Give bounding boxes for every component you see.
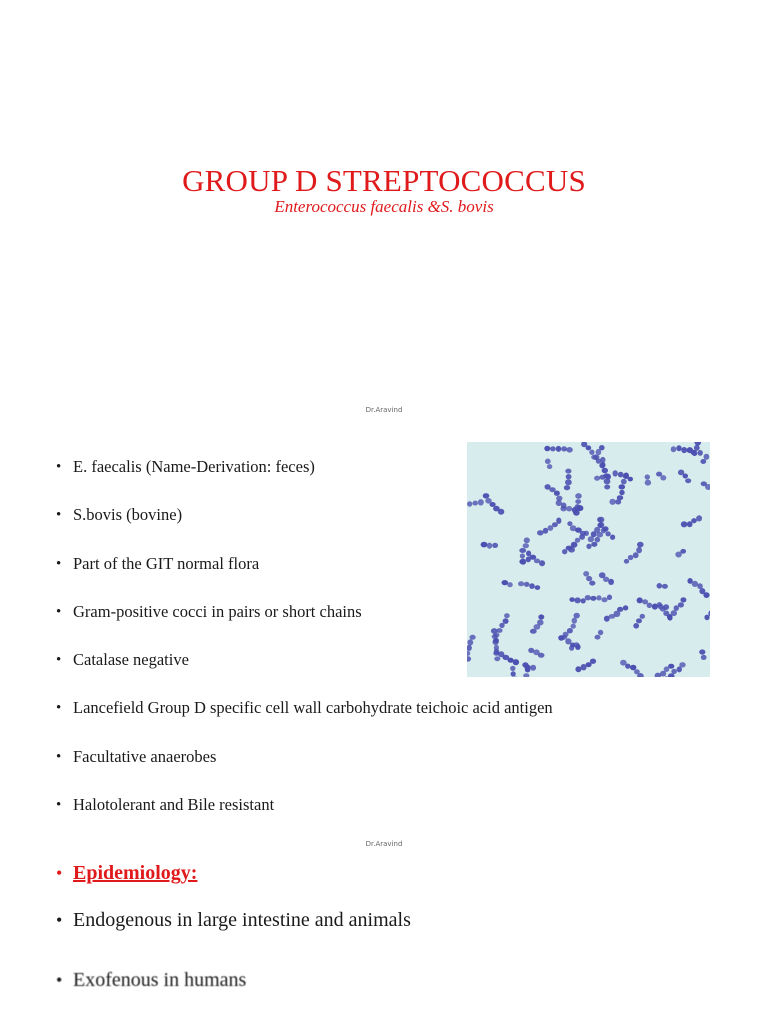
list-item: • S.bovis (bovine) — [56, 504, 553, 552]
coccus-cell — [561, 446, 567, 451]
coccus-cell — [566, 506, 572, 512]
coccus-cell — [663, 611, 669, 617]
coccus-cell — [529, 583, 535, 589]
coccus-cell — [660, 475, 666, 480]
coccus-cell — [681, 521, 688, 527]
coccus-cell — [625, 664, 630, 669]
coccus-cell — [554, 491, 560, 496]
coccus-cell — [523, 673, 529, 677]
coccus-cell — [600, 457, 605, 463]
coccus-cell — [573, 510, 580, 516]
coccus-cell — [478, 499, 484, 505]
coccus-cell — [520, 553, 525, 558]
coccus-cell — [526, 557, 531, 563]
coccus-cell — [674, 605, 679, 611]
coccus-cell — [538, 614, 544, 619]
coccus-cell — [645, 474, 650, 479]
coccus-cell — [613, 470, 618, 476]
coccus-cell — [677, 666, 682, 672]
coccus-cell — [491, 628, 498, 634]
coccus-cell — [594, 476, 600, 481]
coccus-cell — [493, 639, 499, 645]
coccus-cell — [671, 669, 677, 674]
coccus-cell — [590, 596, 596, 601]
coccus-cell — [583, 571, 589, 577]
coccus-cell — [575, 504, 581, 510]
coccus-cell — [485, 498, 491, 504]
coccus-cell — [574, 597, 581, 603]
coccus-cell — [494, 656, 500, 661]
coccus-cell — [467, 651, 470, 656]
coccus-cell — [556, 518, 561, 524]
coccus-cell — [687, 521, 693, 527]
coccus-cell — [604, 485, 610, 490]
coccus-cell — [704, 615, 709, 621]
coccus-cell — [607, 595, 612, 601]
coccus-cell — [492, 634, 498, 639]
coccus-cell — [492, 543, 498, 548]
coccus-cell — [499, 623, 504, 628]
slide-footer: Dr.Aravind — [365, 840, 403, 848]
coccus-cell — [608, 579, 614, 585]
coccus-cell — [695, 442, 702, 446]
coccus-cell — [591, 455, 598, 460]
coccus-cell — [698, 450, 703, 456]
coccus-cell — [519, 559, 525, 564]
coccus-cell — [598, 630, 603, 635]
coccus-cell — [564, 485, 570, 490]
coccus-cell — [473, 501, 478, 506]
coccus-cell — [662, 584, 668, 589]
coccus-cell — [539, 560, 545, 566]
coccus-cell — [575, 666, 581, 672]
coccus-cell — [519, 548, 526, 553]
coccus-cell — [594, 527, 600, 533]
coccus-cell — [681, 447, 687, 453]
coccus-cell — [467, 645, 472, 651]
coccus-cell — [633, 623, 639, 629]
coccus-cell — [676, 445, 681, 451]
coccus-cell — [543, 528, 548, 534]
coccus-cell — [558, 635, 564, 641]
coccus-cell — [566, 546, 573, 551]
coccus-cell — [579, 534, 585, 540]
list-item: • Part of the GIT normal flora — [56, 553, 553, 601]
coccus-cell — [589, 581, 595, 586]
coccus-cell — [572, 618, 577, 624]
coccus-cell — [696, 515, 702, 521]
micrograph-svg — [467, 442, 710, 677]
coccus-cell — [575, 538, 580, 543]
coccus-cell — [586, 576, 592, 581]
coccus-cell — [569, 645, 574, 650]
coccus-cell — [504, 613, 510, 618]
coccus-cell — [605, 474, 611, 480]
coccus-cell — [571, 624, 576, 629]
coccus-cell — [692, 450, 697, 456]
coccus-cell — [601, 597, 607, 602]
list-item: • E. faecalis (Name-Derivation: feces) — [56, 456, 553, 504]
section-heading: Epidemiology: — [73, 862, 198, 884]
coccus-cell — [699, 649, 705, 654]
coccus-cell — [565, 479, 572, 485]
coccus-cell — [503, 618, 509, 624]
coccus-cell — [636, 618, 642, 623]
list-item: • Gram-positive cocci in pairs or short chains — [56, 601, 553, 649]
coccus-cell — [596, 595, 601, 600]
coccus-cell — [467, 656, 471, 662]
coccus-cell — [624, 559, 629, 564]
coccus-cell — [596, 449, 602, 455]
coccus-cell — [687, 578, 692, 584]
coccus-cell — [645, 480, 651, 486]
coccus-cell — [602, 468, 608, 474]
coccus-cell — [640, 614, 645, 619]
coccus-cell — [599, 475, 605, 480]
coccus-cell — [609, 499, 615, 505]
coccus-cell — [467, 501, 472, 506]
epidemiology-list — [56, 858, 411, 995]
coccus-cell — [667, 615, 672, 621]
coccus-cell — [623, 605, 628, 610]
list-item: • Catalase negative — [56, 649, 553, 697]
coccus-cell — [470, 635, 476, 640]
coccus-cell — [530, 665, 536, 671]
coccus-cell — [642, 599, 648, 604]
coccus-cell — [591, 542, 597, 547]
coccus-cell — [565, 638, 571, 644]
coccus-cell — [619, 484, 626, 489]
gram-stain-micrograph — [467, 442, 710, 677]
coccus-cell — [562, 549, 567, 554]
coccus-cell — [652, 604, 658, 610]
coccus-cell — [575, 493, 582, 499]
coccus-cell — [481, 542, 488, 548]
coccus-cell — [566, 474, 572, 479]
coccus-cell — [595, 537, 601, 543]
coccus-cell — [524, 537, 530, 543]
coccus-cell — [605, 531, 610, 536]
coccus-cell — [647, 603, 653, 608]
coccus-cell — [589, 450, 594, 455]
slide-footer: Dr.Aravind — [365, 406, 403, 414]
coccus-cell — [678, 602, 684, 607]
coccus-cell — [704, 454, 710, 460]
coccus-cell — [528, 648, 534, 653]
list-item: • Halotolerant and Bile resistant — [56, 794, 553, 842]
coccus-cell — [658, 604, 664, 610]
coccus-cell — [518, 581, 524, 586]
coccus-cell — [556, 496, 562, 501]
coccus-cell — [623, 474, 629, 479]
coccus-cell — [671, 446, 677, 452]
coccus-cell — [663, 604, 669, 610]
coccus-cell — [547, 464, 552, 469]
coccus-cell — [685, 478, 691, 483]
coccus-cell — [619, 490, 624, 495]
coccus-cell — [507, 582, 513, 587]
coccus-cell — [493, 651, 499, 656]
coccus-cell — [537, 530, 544, 535]
coccus-cell — [610, 535, 615, 540]
coccus-cell — [657, 583, 663, 589]
coccus-cell — [556, 446, 561, 452]
coccus-cell — [530, 629, 537, 634]
coccus-cell — [617, 495, 623, 500]
coccus-cell — [675, 552, 682, 558]
coccus-cell — [483, 493, 490, 498]
coccus-cell — [585, 595, 591, 600]
coccus-cell — [601, 528, 606, 534]
coccus-cell — [487, 543, 492, 549]
list-item: • Lancefield Group D specific cell wall carbohydrate teichoic acid antigen — [56, 697, 553, 745]
coccus-cell — [575, 499, 581, 504]
coccus-cell — [700, 459, 706, 464]
slide-subtitle: Enterococcus faecalis &S. bovis — [274, 197, 494, 216]
coccus-cell — [552, 522, 558, 527]
coccus-cell — [494, 645, 499, 651]
coccus-cell — [603, 577, 609, 582]
coccus-cell — [628, 555, 634, 560]
coccus-cell — [599, 463, 605, 469]
coccus-cell — [545, 459, 551, 465]
list-item: • Facultative anaerobes — [56, 746, 553, 794]
slide-title: GROUP D STREPTOCOCCUS — [182, 163, 586, 198]
coccus-cell — [618, 472, 624, 478]
coccus-cell — [590, 659, 596, 664]
coccus-cell — [524, 582, 530, 587]
coccus-cell — [502, 580, 509, 585]
coccus-cell — [637, 597, 643, 603]
coccus-cell — [537, 620, 544, 626]
coccus-cell — [701, 655, 707, 660]
coccus-cell — [636, 547, 642, 553]
coccus-cell — [581, 598, 586, 603]
coccus-cell — [584, 531, 589, 536]
coccus-cell — [569, 597, 574, 602]
coccus-cell — [586, 445, 592, 450]
coccus-cell — [544, 446, 550, 452]
coccus-cell — [523, 543, 529, 548]
list-item: • Endogenous in large intestine and animals — [56, 905, 411, 935]
coccus-cell — [510, 666, 515, 671]
coccus-cell — [597, 523, 602, 528]
coccus-cell — [595, 635, 601, 640]
coccus-cell — [683, 474, 688, 479]
epidemiology-heading-item — [56, 858, 411, 888]
coccus-cell — [467, 639, 473, 645]
coccus-cell — [567, 521, 572, 526]
coccus-cell — [511, 671, 516, 676]
coccus-cell — [550, 446, 556, 451]
coccus-cell — [525, 664, 531, 670]
coccus-cell — [598, 517, 605, 523]
coccus-cell — [586, 544, 591, 549]
coccus-cell — [680, 597, 686, 602]
coccus-cell — [573, 642, 580, 647]
list-item: • Exofenous in humans — [56, 965, 411, 995]
coccus-cell — [668, 664, 674, 669]
coccus-cell — [633, 552, 639, 558]
coccus-cell — [630, 665, 636, 671]
coccus-cell — [621, 479, 627, 485]
coccus-cell — [566, 447, 572, 453]
coccus-cell — [565, 469, 571, 474]
coccus-cell — [535, 585, 541, 590]
coccus-cell — [691, 518, 697, 523]
coccus-cell — [617, 607, 623, 612]
coccus-cell — [637, 542, 644, 548]
